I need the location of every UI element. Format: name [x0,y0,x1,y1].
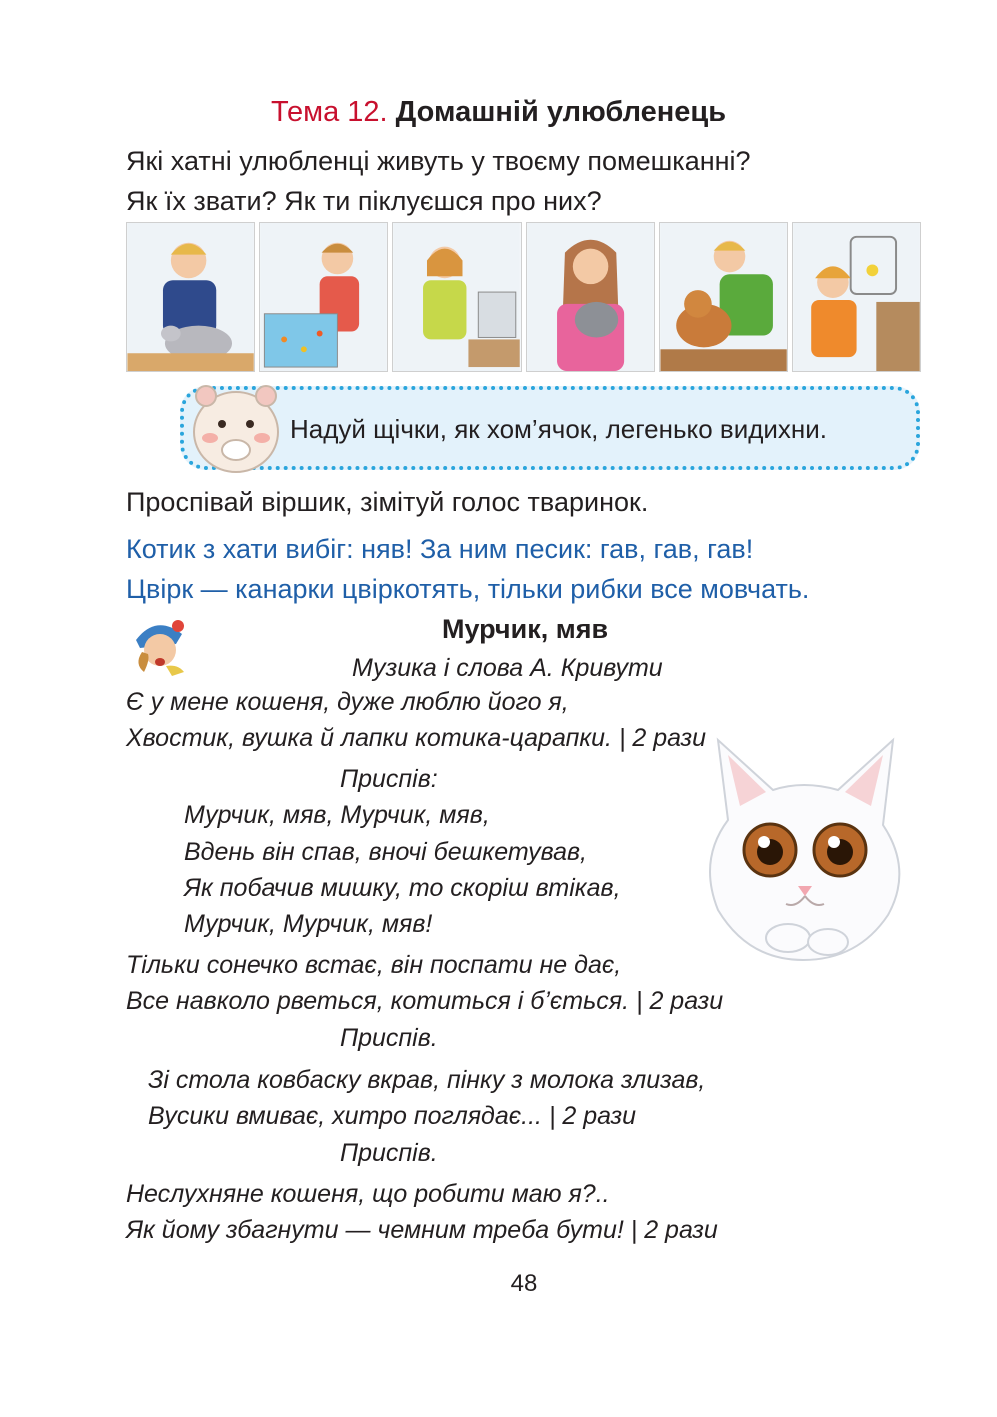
chorus-line: Вдень він спав, вночі бешкетував, [184,838,588,866]
chorus-line: Мурчик, мяв, Мурчик, мяв, [184,801,490,829]
refrain-label: Приспів. [340,1139,438,1167]
boy-with-dog-image [659,222,788,372]
instruction-text: Проспівай віршик, зімітуй голос тваринок. [126,487,649,517]
topic-number: Тема 12. [270,96,388,128]
song-title: Мурчик, мяв [441,614,609,644]
boy-with-aquarium-image [259,222,388,372]
verse-line: Зі стола ковбаску вкрав, пінку з молока злизав, [148,1066,706,1094]
chorus-line: Мурчик, Мурчик, мяв! [184,910,433,938]
verse-line: Все навколо рветься, котиться і б’ється. | 2 рази [126,987,724,1015]
hamster-icon [186,376,286,480]
chorus-line: Як побачив мишку, то скоріш втікав, [184,874,621,902]
verse-line: Хвостик, вушка й лапки котика-царапки. | 2 рази [126,724,707,752]
girl-with-cat-image [526,222,655,372]
page-number: 48 [510,1270,538,1297]
verse-line: Як йому збагнути — чемним треба бути! | 2 рази [126,1216,718,1244]
verse-line: Тільки сонечко встає, він поспати не дає, [126,951,622,979]
poem-line: Котик з хати вибіг: няв! За ним песик: гав, гав, гав! [126,534,754,564]
verse-line: Вусики вмиває, хитро поглядає... | 2 рази [148,1102,637,1130]
verse-line: Є у мене кошеня, дуже люблю його я, [126,688,569,716]
poem-line: Цвірк — канарки цвіркотять, тільки рибки все мовчать. [126,574,810,604]
boy-with-rabbit-image [126,222,255,372]
verse-line: Неслухняне кошеня, що робити маю я?.. [126,1180,610,1208]
exercise-text: Надуй щічки, як хом’ячок, легенько видихни. [290,414,828,444]
girl-with-canary-image [792,222,921,372]
topic-title: Домашній улюбленець [395,96,727,128]
picture-strip [126,222,921,372]
girl-with-hamster-image [392,222,521,372]
chorus-label: Приспів: [340,765,438,793]
page-title [0,96,997,129]
kitten-image [678,710,928,980]
question-line: Які хатні улюбленці живуть у твоєму помешканні? [126,146,751,176]
question-line: Як їх звати? Як ти піклуєшся про них? [126,186,602,216]
refrain-label: Приспів. [340,1024,438,1052]
song-author: Музика і слова А. Кривути [352,654,663,682]
